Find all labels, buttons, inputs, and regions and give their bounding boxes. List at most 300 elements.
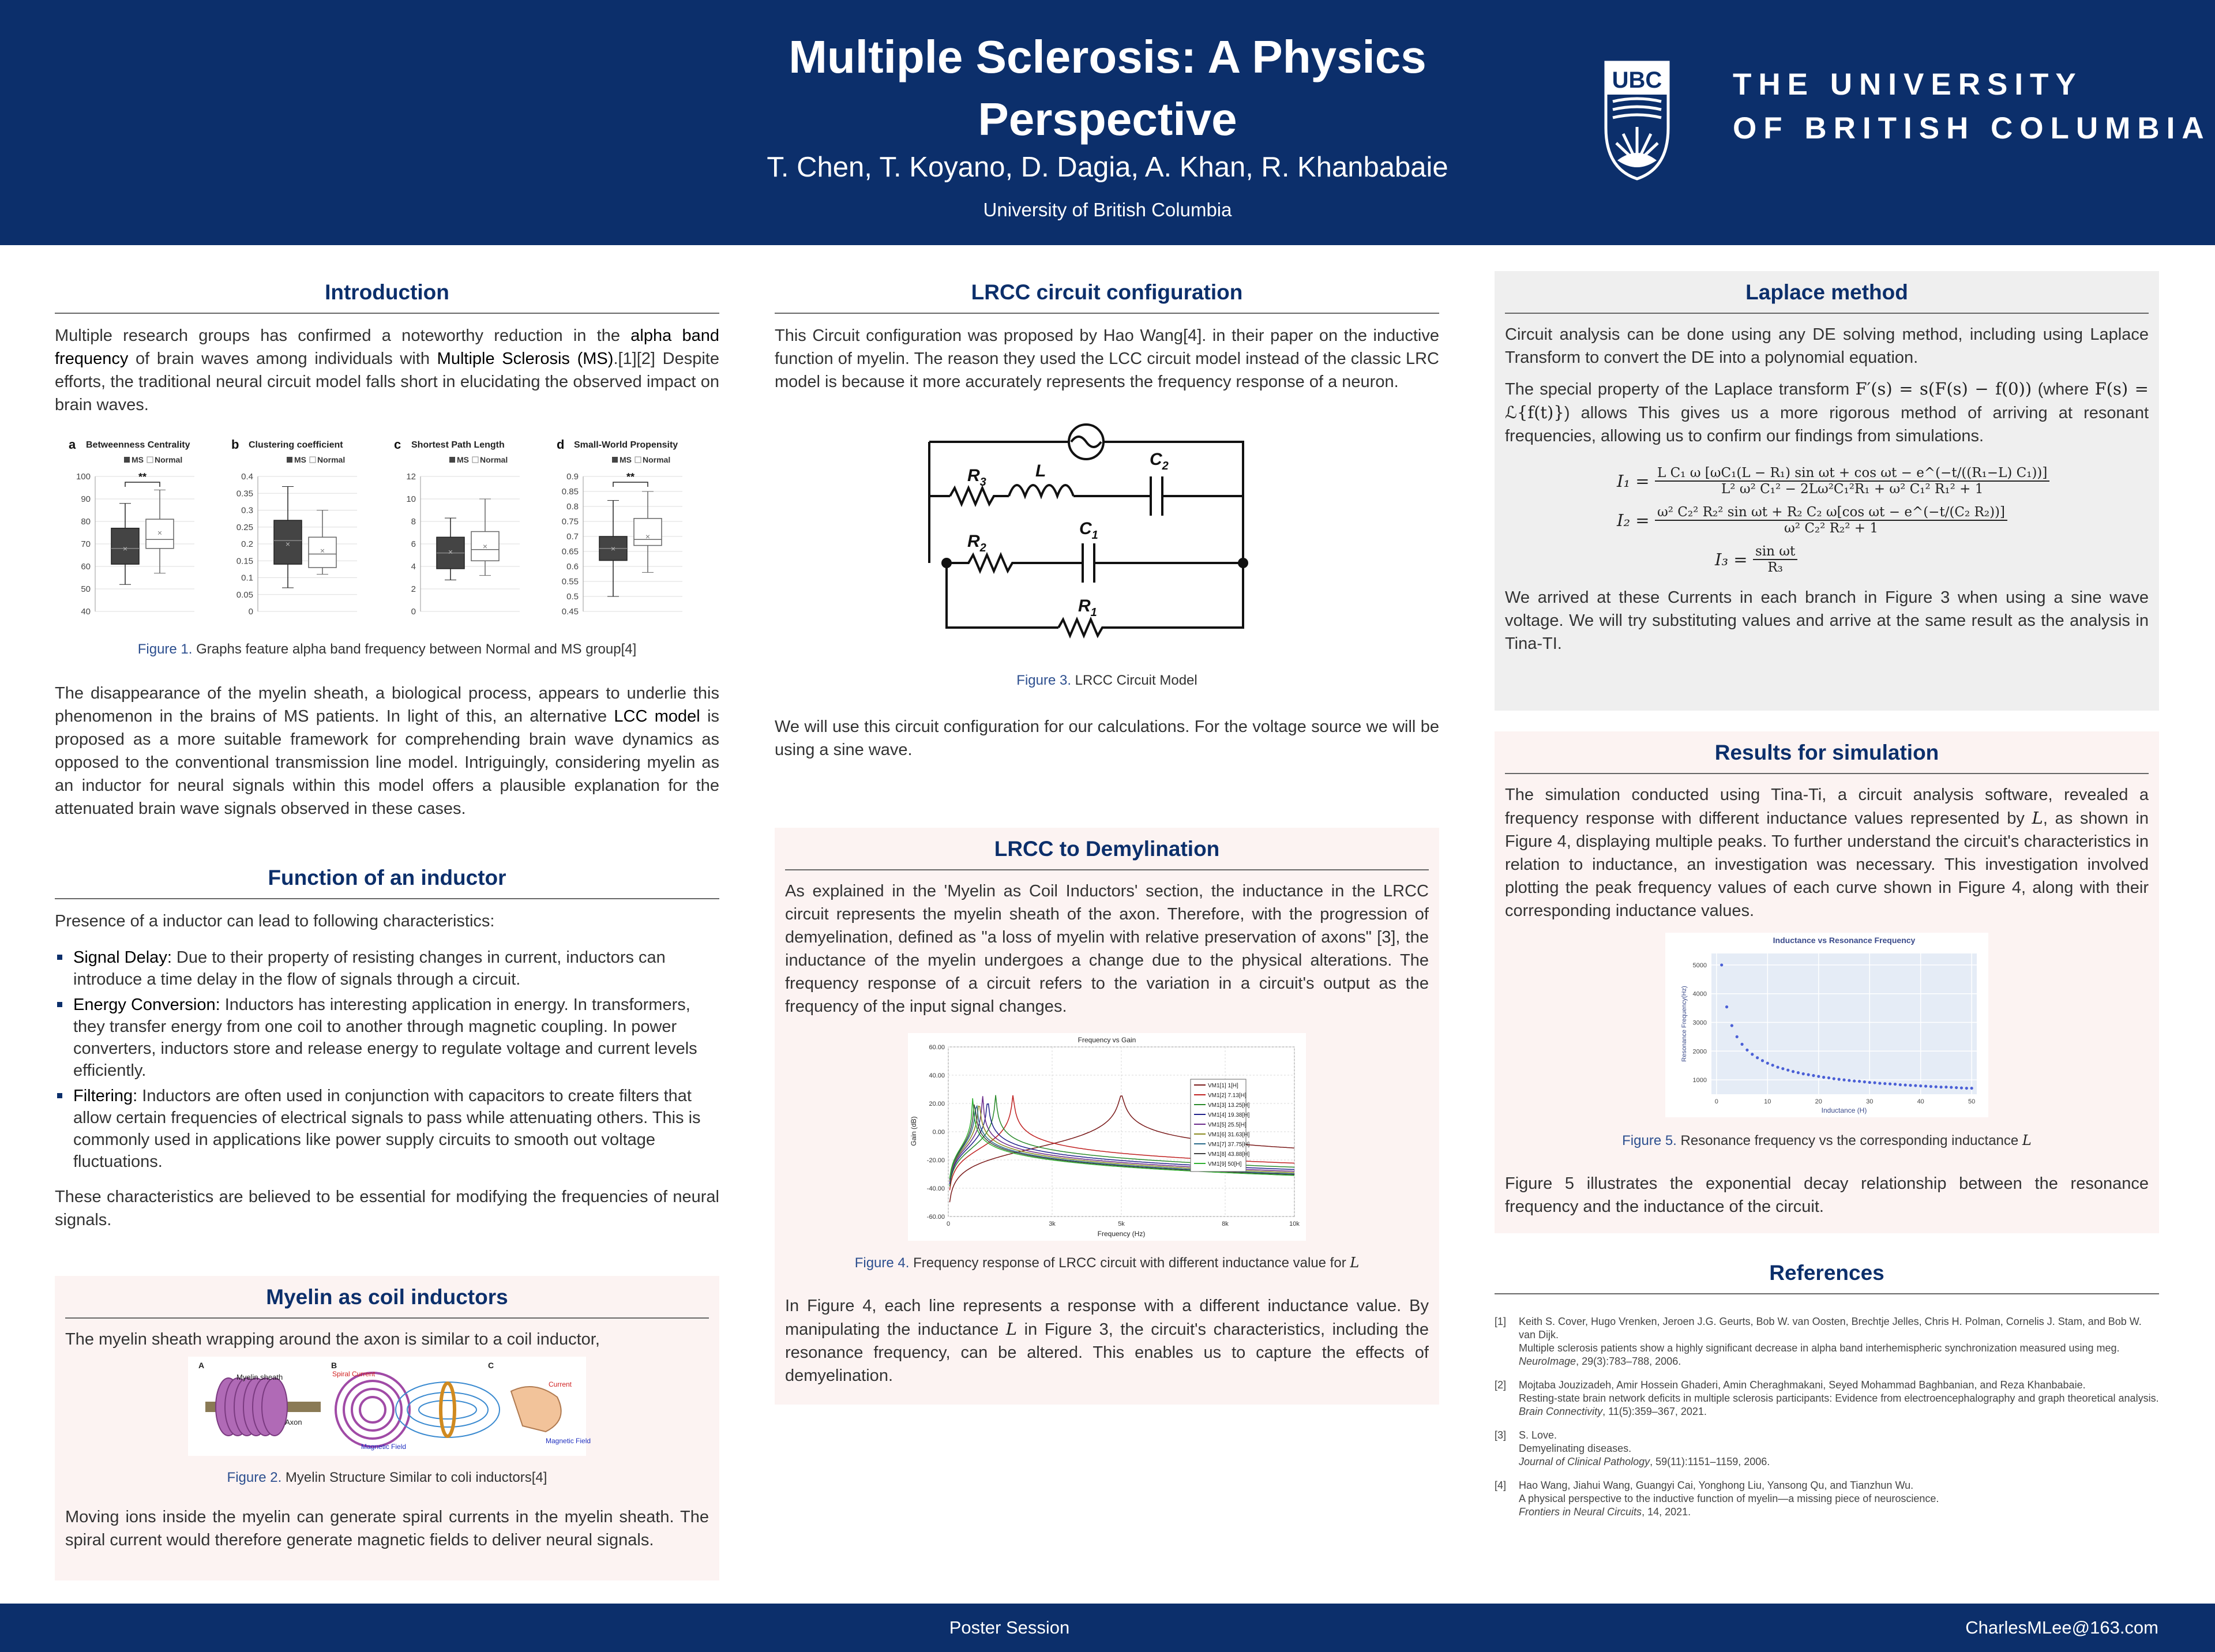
y-tick-label: 5000 xyxy=(1692,962,1707,969)
university-name-line2: OF BRITISH COLUMBIA xyxy=(1733,111,2211,145)
equation-i3 xyxy=(1617,540,2159,579)
legend-swatch-normal xyxy=(147,457,153,463)
legend-swatch-normal xyxy=(472,457,478,463)
y-tick-label: 0 xyxy=(411,607,416,617)
math-var: L xyxy=(1350,1255,1360,1271)
y-tick-label: 2000 xyxy=(1692,1048,1707,1056)
university-name-line1: THE UNIVERSITY xyxy=(1733,67,2083,102)
data-point xyxy=(1929,1085,1932,1088)
x-tick-label: 0 xyxy=(946,1221,951,1227)
figure-label: Figure 4. xyxy=(854,1255,910,1271)
data-point xyxy=(1924,1084,1927,1087)
highlight-alpha-band: alpha band frequency xyxy=(55,326,719,368)
data-point xyxy=(1873,1081,1876,1084)
data-point xyxy=(1955,1086,1958,1089)
label-c2: $C_2$ xyxy=(1150,450,1169,472)
label-r3: $R_3$ xyxy=(967,466,986,489)
x-tick-label: 40 xyxy=(1917,1098,1924,1105)
inductor-section xyxy=(55,857,719,1232)
caption-text: Myelin Structure Similar to coli inductors[4] xyxy=(281,1470,547,1485)
y-tick-label: 80 xyxy=(81,517,91,527)
legend-ms: MS xyxy=(294,455,306,464)
y-tick-label: 8 xyxy=(411,517,416,527)
data-point xyxy=(1914,1084,1917,1087)
y-tick-label: 0.2 xyxy=(241,539,253,549)
plot-area xyxy=(1711,953,1977,1094)
highlight-lcc-model: LCC model xyxy=(614,707,700,726)
data-point xyxy=(1807,1073,1809,1076)
y-tick-label: 40 xyxy=(81,607,91,617)
legend-entry: VM1[4] 19.38[H] xyxy=(1208,1112,1250,1118)
figure-1-boxplots xyxy=(55,428,719,636)
ref-details: , 14, 2021. xyxy=(1642,1506,1691,1518)
y-tick-label: 0.45 xyxy=(561,607,579,617)
mean-marker: × xyxy=(645,532,651,541)
ref-authors: S. Love. xyxy=(1519,1429,1557,1441)
legend-swatch-normal xyxy=(310,457,316,463)
panel-letter: c xyxy=(394,437,401,452)
reference-item xyxy=(1495,1479,2159,1519)
panel-letter: d xyxy=(557,437,565,452)
y-tick-label: 90 xyxy=(81,494,91,504)
x-tick-label: 0 xyxy=(1714,1098,1718,1105)
x-axis-label: Frequency (Hz) xyxy=(1097,1230,1146,1238)
legend-swatch-ms xyxy=(449,457,455,463)
lrcc-paragraph-2: We will use this circuit configuration for our calculations. For the voltage source we will be using a sine wave. xyxy=(775,718,1439,759)
data-point xyxy=(1842,1079,1845,1082)
ubc-logo-text: UBC xyxy=(1612,67,1662,93)
ref-details: , 11(5):359–367, 2021. xyxy=(1602,1406,1707,1417)
y-tick-label: 0.8 xyxy=(566,502,579,512)
data-point xyxy=(1797,1071,1800,1074)
y-tick-label: 0.75 xyxy=(561,517,579,527)
item-term: Signal Delay: xyxy=(73,948,172,967)
data-point xyxy=(1786,1069,1789,1072)
data-point xyxy=(1736,1035,1739,1038)
legend-entry: VM1[3] 13.25[H] xyxy=(1208,1102,1250,1109)
data-point xyxy=(1817,1075,1820,1078)
section-heading: LRCC to Demylination xyxy=(785,828,1429,870)
text-run: In Figure 4, each line represents a response with a different inductance value. By manipulating the inductance xyxy=(785,1297,1429,1339)
y-tick-label: 0.4 xyxy=(241,472,253,482)
label-magnetic-field-c: Magnetic Field xyxy=(546,1437,591,1445)
x-tick-label: 10 xyxy=(1764,1098,1771,1105)
lrcc-paragraph-1: This Circuit configuration was proposed by Hao Wang[4]. in their paper on the inductive function of myelin. The reason they used the LCC circuit model instead of the classic LRC model is because it more accurately represents the frequency response of a neuron. xyxy=(775,326,1439,391)
data-point xyxy=(1868,1081,1871,1084)
results-paragraph-2: Figure 5 illustrates the exponential decay relationship between the resonance frequency and the inductance of the circuit. xyxy=(1505,1174,2149,1216)
data-point xyxy=(1745,1049,1748,1052)
panel-title: Clustering coefficient xyxy=(249,440,343,450)
label-l: L xyxy=(1035,461,1046,480)
significance-stars: ** xyxy=(626,471,635,483)
eq-denominator: ω² C₂² R₂² + 1 xyxy=(1784,521,1878,536)
data-point xyxy=(1771,1064,1774,1067)
section-heading: Results for simulation xyxy=(1505,731,2149,774)
label-myelin-sheath: Myelin sheath xyxy=(236,1373,283,1381)
data-point xyxy=(1960,1086,1963,1089)
x-tick-label: 30 xyxy=(1866,1098,1874,1105)
data-point xyxy=(1909,1084,1912,1087)
label-current: Current xyxy=(549,1380,572,1388)
y-tick-label: 0.55 xyxy=(561,577,579,587)
eq-numerator: sin ωt xyxy=(1753,544,1797,560)
y-tick-label: -60.00 xyxy=(926,1214,945,1221)
laplace-paragraph-2 xyxy=(1495,377,2159,448)
eq-denominator: R₃ xyxy=(1767,560,1783,575)
figure-label: Figure 5. xyxy=(1622,1133,1677,1148)
y-tick-label: 0.35 xyxy=(236,489,253,499)
item-text: Inductors has interesting application in energy. In transformers, they transfer energy from one coil to another through magnetic coupling. In power converters, inductors store and release energy to regulate voltage and current levels efficiently. xyxy=(73,996,697,1080)
x-tick-label: 50 xyxy=(1968,1098,1976,1105)
item-term: Energy Conversion: xyxy=(73,996,220,1014)
label-spiral-current: Spiral Current xyxy=(332,1370,376,1378)
caption-text: Frequency response of LRCC circuit with different inductance value for xyxy=(909,1255,1350,1271)
data-point xyxy=(1838,1078,1841,1081)
reference-item xyxy=(1495,1315,2159,1368)
data-point xyxy=(1935,1085,1938,1088)
y-tick-label: 60 xyxy=(81,562,91,572)
y-tick-label: 50 xyxy=(81,584,91,594)
figure-3-caption xyxy=(775,673,1439,689)
eq-numerator: L C₁ ω [ωC₁(L − R₁) sin ωt + cos ωt − e^(−t/((R₁−L) C₁))] xyxy=(1655,465,2049,482)
results-paragraph-1 xyxy=(1495,783,2159,922)
x-tick-label: 20 xyxy=(1815,1098,1822,1105)
equation-i1 xyxy=(1617,461,2159,501)
caption-text: LRCC Circuit Model xyxy=(1071,673,1197,688)
ubc-crest-logo xyxy=(1602,59,1672,181)
data-point xyxy=(1950,1086,1953,1088)
legend-ms: MS xyxy=(132,455,144,464)
ref-journal: Frontiers in Neural Circuits xyxy=(1519,1506,1642,1518)
legend-normal: Normal xyxy=(643,455,671,464)
ref-source xyxy=(1519,1505,2159,1519)
legend-normal: Normal xyxy=(480,455,508,464)
data-point xyxy=(1792,1070,1794,1073)
x-tick-label: 3k xyxy=(1049,1221,1056,1227)
section-heading: Function of an inductor xyxy=(55,857,719,899)
figure-3-circuit-diagram xyxy=(912,421,1281,640)
y-tick-label: 1000 xyxy=(1692,1077,1707,1084)
data-point xyxy=(1944,1086,1947,1088)
mean-marker: × xyxy=(320,546,325,555)
label-r1: $R_1$ xyxy=(1078,596,1097,619)
y-tick-label: 0.25 xyxy=(236,522,253,532)
math-var: L xyxy=(2022,1132,2032,1148)
legend-swatch-normal xyxy=(635,457,641,463)
data-point xyxy=(1970,1087,1973,1090)
data-point xyxy=(1751,1053,1754,1056)
math-inline: F′(s) = s(F(s) − f(0)) xyxy=(1855,379,2032,399)
text-run: , as shown in Figure 4, displaying multiple peaks. To further understand the circuit's characteristics in relation to inductance, an investigation was necessary. This investigation involved plotting the peak frequency values of each curve shown in Figure 4, along with their corresponding inductance values. xyxy=(1505,809,2149,920)
y-tick-label: 0.15 xyxy=(236,556,253,566)
ref-title: Multiple sclerosis patients show a highly significant decrease in alpha band interhemispheric synchronization measured using meg. xyxy=(1519,1342,2120,1354)
panel-letter: a xyxy=(69,437,76,452)
ref-source xyxy=(1519,1355,2159,1368)
chart-title: Frequency vs Gain xyxy=(1078,1036,1136,1044)
eq-numerator: ω² C₂² R₂² sin ωt + R₂ C₂ ω[cos ωt − e^(−t/(C₂ R₂))] xyxy=(1655,505,2007,521)
inductor-outro: These characteristics are believed to be essential for modifying the frequencies of neural signals. xyxy=(55,1188,719,1229)
x-tick-label: 5k xyxy=(1118,1221,1125,1227)
legend-ms: MS xyxy=(457,455,469,464)
figure-4-caption xyxy=(775,1255,1439,1271)
significance-stars: ** xyxy=(138,471,147,483)
figure-2-myelin-illustration xyxy=(188,1357,591,1456)
y-tick-label: 0.1 xyxy=(241,573,253,583)
laplace-section xyxy=(1495,271,2159,711)
math-inline: F(s) = ℒ{f(t)} xyxy=(1505,379,2149,422)
legend-swatch-ms xyxy=(612,457,618,463)
legend-entry: VM1[7] 37.75[H] xyxy=(1208,1142,1250,1148)
intro-paragraph-1 xyxy=(55,324,719,416)
intro-paragraph-2 xyxy=(55,682,719,820)
y-tick-label: 0.7 xyxy=(566,532,579,542)
legend-normal: Normal xyxy=(317,455,346,464)
ref-journal: Brain Connectivity xyxy=(1519,1406,1603,1417)
panel-title: Betweenness Centrality xyxy=(86,440,190,450)
legend-ms: MS xyxy=(620,455,632,464)
x-axis-label: Inductance (H) xyxy=(1821,1106,1867,1114)
legend-entry: VM1[2] 7.13[H] xyxy=(1208,1092,1247,1099)
item-term: Filtering: xyxy=(73,1087,138,1105)
data-point xyxy=(1965,1087,1968,1090)
data-point xyxy=(1919,1084,1922,1087)
demy-paragraph-1: As explained in the 'Myelin as Coil Inductors' section, the inductance in the LRCC circuit represents the myelin sheath of the axon. Therefore, with the progression of demyelination, defined as "a loss of myelin with relative preservation of axons" [3], the inductance of the myelin undergoes a change due to the physical alterations. The frequency response of a circuit refers to the variation in a circuit's output as the frequency of the input signal changes. xyxy=(785,882,1429,1016)
data-point xyxy=(1827,1076,1830,1079)
legend-entry: VM1[9] 50[H] xyxy=(1208,1161,1242,1167)
text-run: .[1][2] Despite efforts, the traditional neural circuit model falls short in elucidating the observed impact on brain waves. xyxy=(55,350,719,414)
section-heading: References xyxy=(1495,1252,2159,1294)
text-run: in Figure 3, the circuit's characteristics, including the resonance frequency, can be altered. This enables us to capture the effects of demyelination. xyxy=(785,1320,1429,1385)
section-heading: Laplace method xyxy=(1505,271,2149,314)
figure-1-caption xyxy=(55,641,719,658)
data-point xyxy=(1812,1074,1815,1077)
panel-title: Shortest Path Length xyxy=(411,440,505,450)
reference-list xyxy=(1495,1315,2159,1519)
data-point xyxy=(1740,1043,1743,1046)
item-text: Due to their property of resisting changes in current, inductors can introduce a time delay in the flow of signals through a circuit. xyxy=(73,948,666,989)
legend-normal: Normal xyxy=(155,455,183,464)
y-tick-label: 70 xyxy=(81,539,91,549)
y-tick-label: 0.00 xyxy=(932,1129,945,1136)
introduction-section xyxy=(55,271,719,820)
legend-entry: VM1[1] 1[H] xyxy=(1208,1083,1238,1089)
eq-fraction xyxy=(1655,465,2049,497)
ref-authors: Hao Wang, Jiahui Wang, Guangyi Cai, Yonghong Liu, Yansong Qu, and Tianzhun Wu. xyxy=(1519,1480,1914,1491)
equation-block xyxy=(1495,461,2159,579)
significance-bracket xyxy=(613,482,648,487)
y-axis-label: Gain (dB) xyxy=(910,1116,918,1146)
myelin-paragraph-1: The myelin sheath wrapping around the axon is similar to a coil inductor, xyxy=(65,1330,600,1349)
data-point xyxy=(1725,1005,1728,1008)
ref-number: [3] xyxy=(1495,1429,1507,1441)
data-point xyxy=(1848,1079,1850,1082)
panel-label: B xyxy=(331,1361,337,1370)
label-axon: Axon xyxy=(285,1418,302,1426)
list-item xyxy=(55,1085,719,1173)
affiliation: University of British Columbia xyxy=(983,199,1232,220)
data-point xyxy=(1781,1067,1784,1070)
data-point xyxy=(1939,1086,1942,1088)
data-point xyxy=(1889,1082,1891,1085)
y-tick-label: 0.3 xyxy=(241,505,253,516)
text-run: The disappearance of the myelin sheath, a biological process, appears to underlie this phenomenon in the brains of MS patients. In light of this, an alternative xyxy=(55,684,719,726)
mean-marker: × xyxy=(122,543,128,553)
data-point xyxy=(1878,1082,1881,1084)
text-run: The simulation conducted using Tina-Ti, a circuit analysis software, revealed a frequency response with different inductance values represented by xyxy=(1505,786,2149,828)
authors: T. Chen, T. Koyano, D. Dagia, A. Khan, R. Khanbabaie xyxy=(767,152,1448,183)
text-run: is proposed as a more suitable framework for comprehending brain wave dynamics as opposed to the conventional transmission line model. Intriguingly, considering myelin as an inductor for neural signals within this model offers a plausible explanation for the attenuated brain wave signals observed in these cases. xyxy=(55,707,720,818)
caption-text: Graphs feature alpha band frequency between Normal and MS group[4] xyxy=(192,641,637,657)
text-run: (where xyxy=(2032,380,2095,399)
legend-swatch-ms xyxy=(287,457,292,463)
label-magnetic-field: Magnetic Field xyxy=(361,1443,407,1451)
data-point xyxy=(1894,1083,1897,1086)
data-point xyxy=(1822,1076,1825,1079)
item-text: Inductors are often used in conjunction with capacitors to create filters that allow certain frequencies of electrical signals to pass while attenuating others. This is commonly used in applications like power supply circuits to smooth out voltage fluctuations. xyxy=(73,1087,701,1171)
significance-bracket xyxy=(125,482,160,487)
references-section xyxy=(1495,1252,2159,1529)
list-item xyxy=(55,947,719,990)
data-point xyxy=(1802,1072,1805,1075)
panel-letter: b xyxy=(231,437,239,452)
inductor-list xyxy=(55,947,719,1173)
data-point xyxy=(1720,963,1723,966)
mean-marker: × xyxy=(448,547,453,557)
inductor-intro: Presence of a inductor can lead to following characteristics: xyxy=(55,912,495,930)
myelin-section xyxy=(55,1276,719,1580)
reference-item xyxy=(1495,1429,2159,1469)
section-heading: Myelin as coil inductors xyxy=(65,1276,709,1319)
y-tick-label: 0 xyxy=(248,607,253,617)
text-run: The special property of the Laplace transform xyxy=(1505,380,1856,399)
mean-marker: × xyxy=(482,541,488,551)
y-tick-label: 3000 xyxy=(1692,1019,1707,1027)
y-tick-label: 12 xyxy=(406,472,416,482)
data-point xyxy=(1858,1080,1861,1083)
laplace-paragraph-3: We arrived at these Currents in each branch in Figure 3 when using a sine wave voltage. We will try substituting values and arrive at the same result as the analysis in Tina-TI. xyxy=(1505,588,2149,653)
y-tick-label: 40.00 xyxy=(929,1072,945,1079)
math-var: L xyxy=(2032,808,2043,828)
ref-authors: Keith S. Cover, Hugo Vrenken, Jeroen J.G. Geurts, Bob W. van Oosten, Brechtje Jelles, Chris H. Polman, Cornelis J. Stam, and Bob W. van Dijk. xyxy=(1519,1316,2142,1341)
data-point xyxy=(1756,1056,1759,1059)
ref-number: [1] xyxy=(1495,1316,1507,1327)
data-point xyxy=(1853,1079,1856,1082)
figure-label: Figure 2. xyxy=(227,1470,282,1485)
eq-lhs: I₂ = xyxy=(1617,510,1650,530)
demylination-section xyxy=(775,828,1439,1405)
caption-text: Resonance frequency vs the corresponding inductance xyxy=(1676,1133,2022,1148)
y-tick-label: 6 xyxy=(411,539,416,549)
data-point xyxy=(1883,1082,1886,1085)
legend-entry: VM1[8] 43.88[H] xyxy=(1208,1151,1250,1158)
ref-authors: Mojtaba Jouzizadeh, Amir Hossein Ghaderi, Amin Cheraghmakani, Seyed Mohammad Baghbanian, and Reza Khanbabaie. xyxy=(1519,1379,2086,1391)
label-r2: $R_2$ xyxy=(967,532,986,554)
figure-label: Figure 1. xyxy=(137,641,193,657)
panel-label: C xyxy=(488,1361,494,1370)
footer-session: Poster Session xyxy=(949,1617,1070,1638)
poster-footer xyxy=(0,1604,2215,1652)
data-point xyxy=(1863,1080,1866,1083)
figure-label: Figure 3. xyxy=(1016,673,1071,688)
poster-header xyxy=(0,0,2215,245)
y-tick-label: 4000 xyxy=(1692,990,1707,998)
demy-paragraph-2 xyxy=(775,1294,1439,1387)
y-tick-label: -20.00 xyxy=(926,1157,945,1164)
results-section xyxy=(1495,731,2159,1233)
y-tick-label: 4 xyxy=(411,562,416,572)
ref-title: Resting-state brain network deficits in multiple sclerosis participants: Evidence from electroencephalography and graph theoretical analysis. xyxy=(1519,1392,2159,1404)
panel-label: A xyxy=(198,1361,205,1370)
ref-journal: Journal of Clinical Pathology xyxy=(1519,1456,1650,1467)
y-tick-label: 0.65 xyxy=(561,547,579,557)
ref-details: , 59(11):1151–1159, 2006. xyxy=(1650,1456,1770,1467)
y-tick-label: -40.00 xyxy=(926,1185,945,1192)
eq-fraction xyxy=(1655,505,2007,536)
mean-marker: × xyxy=(157,528,163,538)
ref-number: [4] xyxy=(1495,1480,1507,1491)
y-tick-label: 10 xyxy=(406,494,416,504)
eq-denominator: L² ω² C₁² − 2Lω²C₁²R₁ + ω² C₁² R₁² + 1 xyxy=(1721,482,1984,497)
figure-2-caption xyxy=(55,1470,719,1486)
y-tick-label: 0.85 xyxy=(561,487,579,497)
mean-marker: × xyxy=(610,543,616,553)
y-tick-label: 2 xyxy=(411,584,416,594)
chart-title: Inductance vs Resonance Frequency xyxy=(1773,936,1916,945)
data-point xyxy=(1904,1083,1907,1086)
data-point xyxy=(1899,1083,1902,1086)
y-tick-label: 0.05 xyxy=(236,590,253,600)
panel-title: Small-World Propensity xyxy=(574,440,678,450)
mean-marker: × xyxy=(285,539,291,549)
poster-title: Multiple Sclerosis: A Physics Perspective xyxy=(789,31,1426,145)
y-tick-label: 100 xyxy=(76,472,91,482)
section-heading: Introduction xyxy=(55,271,719,314)
label-c1: $C_1$ xyxy=(1079,519,1098,542)
eq-fraction xyxy=(1753,544,1797,575)
eq-lhs: I₁ = xyxy=(1617,471,1650,491)
ref-journal: NeuroImage xyxy=(1519,1356,1576,1367)
x-tick-label: 10k xyxy=(1289,1221,1300,1227)
legend-entry: VM1[6] 31.63[H] xyxy=(1208,1132,1250,1138)
legend-entry: VM1[5] 25.5[H] xyxy=(1208,1122,1247,1128)
math-var: L xyxy=(1005,1319,1018,1339)
figure-4-frequency-gain-chart xyxy=(908,1033,1306,1241)
data-point xyxy=(1761,1059,1764,1062)
list-item xyxy=(55,994,719,1082)
figure-5-resonance-scatter xyxy=(1665,933,1988,1117)
text-run: ) allows This gives us a more rigorous method of arriving at resonant frequencies, allowing us to confirm our findings from simulations. xyxy=(1505,404,2149,445)
footer-email: CharlesMLee@163.com xyxy=(1965,1617,2158,1638)
figure-5-caption xyxy=(1495,1132,2159,1149)
text-run: of brain waves among individuals with xyxy=(128,350,437,368)
y-tick-label: 0.9 xyxy=(566,472,579,482)
highlight-ms: Multiple Sclerosis (MS) xyxy=(437,350,614,368)
equation-i2 xyxy=(1617,501,2159,540)
y-axis-label: Resonance Frequency(Hz) xyxy=(1681,986,1688,1062)
lrcc-section xyxy=(775,271,1439,761)
x-tick-label: 8k xyxy=(1222,1221,1229,1227)
legend-swatch-ms xyxy=(124,457,130,463)
ref-source xyxy=(1519,1405,2159,1418)
y-tick-label: 0.6 xyxy=(566,562,579,572)
ref-number: [2] xyxy=(1495,1379,1507,1391)
ref-details: , 29(3):783–788, 2006. xyxy=(1576,1356,1681,1367)
laplace-paragraph-1: Circuit analysis can be done using any DE solving method, including using Laplace Transform to convert the DE into a polynomial equation. xyxy=(1505,325,2149,367)
section-heading: LRCC circuit configuration xyxy=(775,271,1439,314)
y-tick-label: 0.5 xyxy=(566,592,579,602)
data-point xyxy=(1776,1066,1779,1069)
ref-title: Demyelinating diseases. xyxy=(1519,1443,1632,1454)
